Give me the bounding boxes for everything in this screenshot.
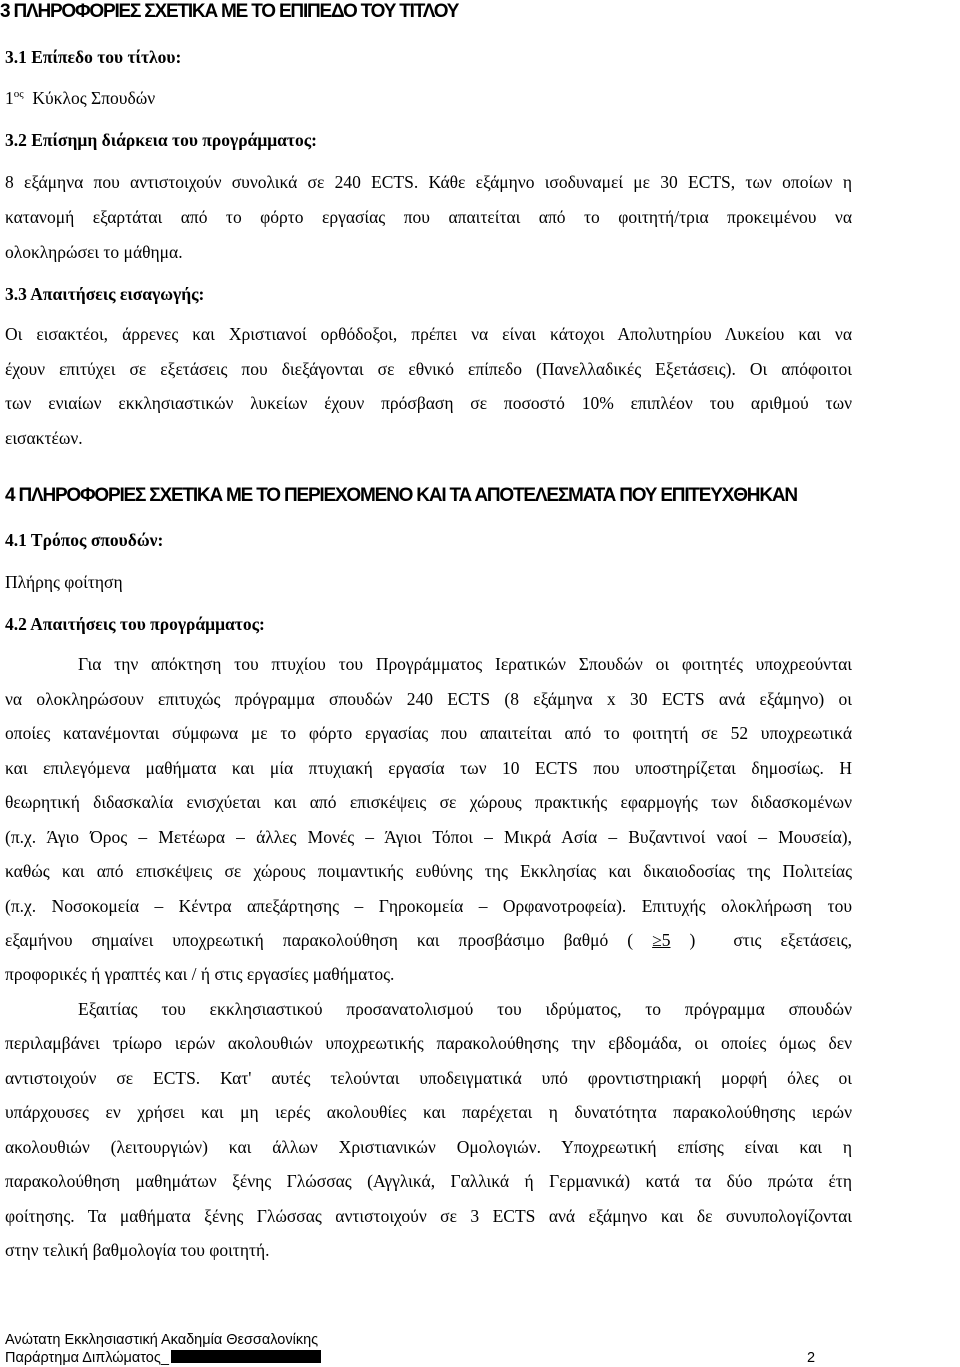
requirements-line-3: οποίες κατανέμονται σύμφωνα με το φόρτο εργασίας που απαιτείται από το φοιτητή σε 52 υποχρεωτικά bbox=[5, 723, 852, 743]
orientation-line-6: παρακολούθηση μαθημάτων ξένης Γλώσσας (Αγγλικά, Γαλλικά ή Γερμανικά) κατά τα δύο πρώτα έτη bbox=[5, 1171, 852, 1191]
level-value: $1^{o\varsigma}$ Κύκλος Σπουδών bbox=[5, 88, 156, 108]
requirements-line-7: καθώς και από επισκέψεις σε χώρους ποιμαντικής ευθύνης της Εκκλησίας και δικαιοδοσίας της Πολιτείας bbox=[5, 861, 852, 881]
section-3-1-heading: 3.1 Επίπεδο του τίτλου: bbox=[5, 47, 182, 67]
orientation-line-3: αντιστοιχούν σε ECTS. Κατ' αυτές τελούνται υποδειγματικά υπό φροντιστηριακή μορφή όλες οι bbox=[5, 1068, 852, 1088]
orientation-line-4: υπάρχουσες εν χρήσει και μη ιερές ακολουθίες και παρέχεται η δυνατότητα παρακολούθησης ιερών bbox=[5, 1102, 852, 1122]
orientation-line-5: ακολουθιών (λειτουργιών) και άλλων Χριστιανικών Ομολογιών. Υποχρεωτική επίσης είναι και η bbox=[5, 1137, 852, 1157]
orientation-line-2: περιλαμβάνει τρίωρο ιερών ακολουθιών υποχρεωτικής παρακολούθησης την εβδομάδα, οι οποίες όμως δεν bbox=[5, 1033, 852, 1053]
footer-doc-label: Παράρτημα Διπλώματος_ bbox=[5, 1349, 321, 1367]
duration-line-3: ολοκληρώσει το μάθημα. bbox=[5, 242, 183, 262]
admission-line-3: των ενιαίων εκκλησιαστικών λυκείων έχουν πρόσβαση σε ποσοστό 10% επιπλέον του αριθμού των bbox=[5, 393, 852, 413]
requirements-line-1: Για την απόκτηση του πτυχίου του Προγράμματος Ιερατικών Σπουδών οι φοιτητές υποχρεούνται bbox=[78, 654, 852, 674]
duration-line-2: κατανομή εξαρτάται από το φόρτο εργασίας που απαιτείται από το φοιτητή/τρια προκειμένου να bbox=[5, 207, 852, 227]
grade-threshold: ≥5 bbox=[652, 930, 671, 950]
requirements-line-5: θεωρητική διδασκαλία ενισχύεται και από επισκέψεις σε χώρους πρακτικής εφαρμογής των διδασκομένων bbox=[5, 792, 852, 812]
section-4-2-heading: 4.2 Απαιτήσεις του προγράμματος: bbox=[5, 614, 265, 634]
admission-line-2: έχουν επιτύχει σε εξετάσεις που διεξάγονται σε εθνικό επίπεδο (Πανελλαδικές Εξετάσεις). Οι απόφοιτοι bbox=[5, 359, 852, 379]
admission-line-4: εισακτέων. bbox=[5, 428, 83, 448]
orientation-line-1: Εξαιτίας του εκκλησιαστικού προσανατολισμού του ιδρύματος, το πρόγραμμα σπουδών bbox=[78, 999, 852, 1019]
requirements-grade-line: εξαμήνου σημαίνει υποχρεωτική παρακολούθηση και προσβάσιμο βαθμό ( ≥5 ) στις εξετάσεις, bbox=[5, 930, 853, 950]
requirements-line-4: και επιλεγόμενα μαθήματα και μία πτυχιακή εργασία των 10 ECTS που υποστηρίζεται δημοσίως. Η bbox=[5, 758, 852, 778]
section-4-heading: 4 ΠΛΗΡΟΦΟΡΙΕΣ ΣΧΕΤΙΚΑ ΜΕ ΤΟ ΠΕΡΙΕΧΟΜΕΝΟ ΚΑΙ ΤΑ ΑΠΟΤΕΛΕΣΜΑΤΑ ΠΟΥ ΕΠΙΤΕΥΧΘΗΚΑΝ bbox=[5, 485, 797, 506]
admission-line-1: Οι εισακτέοι, άρρενες και Χριστιανοί ορθόδοξοι, πρέπει να είναι κάτοχοι Απολυτηρίου Λυκείου και να bbox=[5, 324, 852, 344]
section-4-1-heading: 4.1 Τρόπος σπουδών: bbox=[5, 530, 164, 550]
requirements-line-8: (π.χ. Νοσοκομεία – Κέντρα απεξάρτησης – Γηροκομεία – Ορφανοτροφεία). Επιτυχής ολοκλήρωση του bbox=[5, 896, 852, 916]
redaction-bar bbox=[171, 1350, 321, 1363]
page-number: 2 bbox=[807, 1350, 816, 1366]
requirements-line-2: να ολοκληρώσουν επιτυχώς πρόγραμμα σπουδών 240 ECTS (8 εξάμηνα x 30 ECTS ανά εξάμηνο) οι bbox=[5, 689, 852, 709]
section-3-heading: 3 ΠΛΗΡΟΦΟΡΙΕΣ ΣΧΕΤΙΚΑ ΜΕ ΤΟ ΕΠΙΠΕΔΟ ΤΟΥ ΤΙΤΛΟΥ bbox=[0, 1, 459, 22]
footer-institution: Ανώτατη Εκκλησιαστική Ακαδημία Θεσσαλονίκης bbox=[5, 1332, 319, 1348]
orientation-line-8: στην τελική βαθμολογία του φοιτητή. bbox=[5, 1240, 270, 1260]
study-mode-value: Πλήρης φοίτηση bbox=[5, 572, 123, 592]
section-3-3-heading: 3.3 Απαιτήσεις εισαγωγής: bbox=[5, 284, 205, 304]
orientation-line-7: φοίτησης. Τα μαθήματα ξένης Γλώσσας αντιστοιχούν σε 3 ECTS ανά εξάμηνο και δε συνυπολογίζονται bbox=[5, 1206, 852, 1226]
requirements-line-6: (π.χ. Άγιο Όρος – Μετέωρα – άλλες Μονές – Άγιοι Τόποι – Μικρά Ασία – Βυζαντινοί ναοί – Μουσεία), bbox=[5, 827, 852, 847]
requirements-line-10: προφορικές ή γραπτές και / ή στις εργασίες μαθήματος. bbox=[5, 964, 395, 984]
section-3-2-heading: 3.2 Επίσημη διάρκεια του προγράμματος: bbox=[5, 130, 317, 150]
duration-line-1: 8 εξάμηνα που αντιστοιχούν συνολικά σε 240 ECTS. Κάθε εξάμηνο ισοδυναμεί με 30 ECTS, των οποίων η bbox=[5, 172, 852, 192]
